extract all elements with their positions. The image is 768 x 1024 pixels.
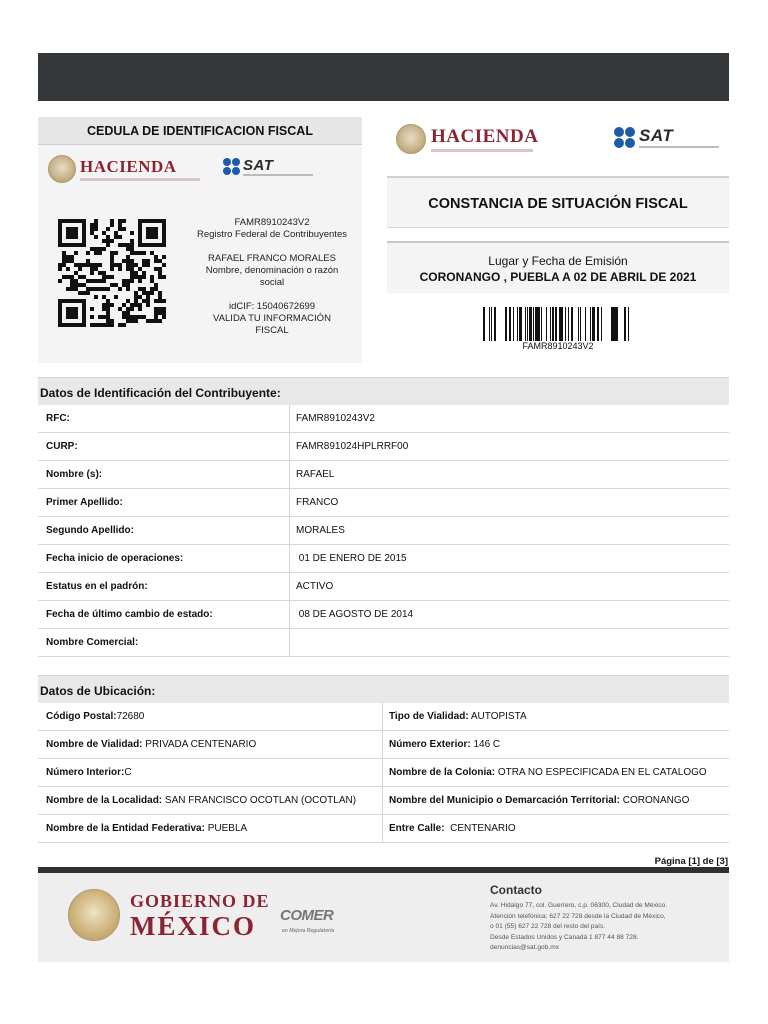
row-label: Primer Apellido: [38, 489, 290, 516]
table-row [38, 461, 729, 489]
sat-logo-main [614, 126, 719, 148]
row-value: 01 DE ENERO DE 2015 [296, 553, 407, 564]
table-cell: Número Exterior: 146 C [389, 739, 501, 750]
table-row [38, 601, 729, 629]
table-cell: Nombre de la Entidad Federativa: PUEBLA [38, 815, 383, 842]
table-cell: Nombre de la Colonia: OTRA NO ESPECIFICADA EN EL CATALOGO [389, 767, 707, 778]
table-cell: Nombre de Vialidad: PRIVADA CENTENARIO [38, 731, 383, 758]
comer-logo: COMER [280, 907, 334, 924]
cedula-valida-2: FISCAL [255, 325, 289, 336]
table-row [38, 731, 729, 759]
cedula-rfc-label: Registro Federal de Contribuyentes [197, 229, 347, 240]
table-row [38, 405, 729, 433]
table-row [38, 703, 729, 731]
cedula-name-label-2: social [259, 277, 285, 288]
table-row [38, 489, 729, 517]
cedula-card [38, 117, 362, 363]
contacto-title: Contacto [490, 883, 542, 897]
barcode [483, 307, 633, 341]
contacto-line: Desde Estados Unidos y Canadá 1 877 44 88 728. [490, 933, 639, 941]
hacienda-wordmark: HACIENDA [80, 157, 177, 176]
eagle-seal-icon [68, 889, 120, 941]
cedula-rfc: FAMR8910243V2 [234, 217, 310, 228]
hacienda-logo-main [396, 124, 538, 154]
sat-wordmark-main: SAT [639, 126, 674, 145]
header-bar [38, 53, 729, 101]
contacto-email[interactable]: denuncias@sat.gob.mx [490, 944, 560, 951]
document-title: CONSTANCIA DE SITUACIÓN FISCAL [387, 176, 729, 228]
gobierno-logo [68, 889, 270, 941]
row-label: RFC: [38, 405, 290, 432]
row-value: MORALES [296, 525, 345, 536]
contacto-line: Av. Hidalgo 77, col. Guerrero, c.p. 06300, Ciudad de México. [490, 902, 668, 909]
lugar-label: Lugar y Fecha de Emisión [488, 254, 628, 268]
lugar-value: CORONANGO , PUEBLA A 02 DE ABRIL DE 2021 [419, 270, 697, 284]
sat-dots-icon [223, 158, 240, 175]
sat-wordmark: SAT [243, 157, 274, 174]
identificacion-header: Datos de Identificación del Contribuyente: [38, 377, 729, 405]
row-value: RAFAEL [296, 469, 335, 480]
identificacion-table [38, 405, 729, 657]
ubicacion-header: Datos de Ubicación: [38, 675, 729, 703]
row-value: FAMR8910243V2 [296, 413, 375, 424]
footer [38, 873, 729, 962]
gobierno-line-2: MÉXICO [130, 910, 256, 941]
cedula-valida-1: VALIDA TU INFORMACIÓN [213, 313, 331, 324]
lugar-fecha-box [387, 241, 729, 293]
contacto-line: Atención telefónica: 627 22 728 desde la Ciudad de México, [490, 912, 666, 920]
table-cell: Nombre de la Localidad: SAN FRANCISCO OCOTLAN (OCOTLAN) [38, 787, 383, 814]
cedula-logos [38, 145, 362, 197]
ubicacion-table [38, 703, 729, 843]
hacienda-logo [48, 155, 200, 183]
table-cell: Número Interior:C [38, 759, 383, 786]
contacto-line: o 01 (55) 627 22 728 del resto del país. [490, 923, 606, 930]
table-row [38, 787, 729, 815]
table-cell: Nombre del Municipio o Demarcación Territorial: CORONANGO [389, 795, 690, 806]
comer-subtitle: en Mejora Regulatoria [282, 928, 335, 934]
table-cell: Entre Calle: CENTENARIO [389, 823, 516, 834]
row-value: FAMR891024HPLRRF00 [296, 441, 409, 452]
hacienda-wordmark-main: HACIENDA [431, 126, 539, 147]
row-label: Estatus en el padrón: [38, 573, 290, 600]
seal-icon [396, 124, 426, 154]
barcode-text: FAMR8910243V2 [522, 341, 594, 351]
cedula-idcif: idCIF: 15040672699 [228, 301, 316, 312]
table-cell: Tipo de Vialidad: AUTOPISTA [389, 711, 527, 722]
sat-logo [223, 157, 313, 176]
cedula-title: CEDULA DE IDENTIFICACION FISCAL [38, 117, 362, 145]
row-label: Nombre Comercial: [38, 629, 290, 656]
row-label: Fecha de último cambio de estado: [38, 601, 290, 628]
table-row [38, 629, 729, 657]
row-value: 08 DE AGOSTO DE 2014 [296, 609, 414, 620]
row-label: CURP: [38, 433, 290, 460]
cedula-name: RAFAEL FRANCO MORALES [208, 253, 336, 264]
contacto-block [490, 883, 722, 954]
page-number: Página [1] de [3] [654, 856, 728, 867]
gobierno-line-1: GOBIERNO DE [130, 890, 270, 911]
table-cell: Código Postal:72680 [38, 703, 383, 730]
seal-icon [48, 155, 76, 183]
row-value: ACTIVO [296, 581, 334, 592]
qr-code [58, 219, 166, 327]
cedula-info [188, 217, 356, 337]
sat-dots-icon [614, 127, 635, 148]
row-value [290, 629, 729, 656]
row-label: Segundo Apellido: [38, 517, 290, 544]
row-label: Fecha inicio de operaciones: [38, 545, 290, 572]
table-row [38, 815, 729, 843]
table-row [38, 573, 729, 601]
row-label: Nombre (s): [38, 461, 290, 488]
table-row [38, 545, 729, 573]
table-row [38, 517, 729, 545]
table-row [38, 433, 729, 461]
table-row [38, 759, 729, 787]
cedula-name-label-1: Nombre, denominación o razón [205, 265, 339, 276]
row-value: FRANCO [296, 497, 339, 508]
